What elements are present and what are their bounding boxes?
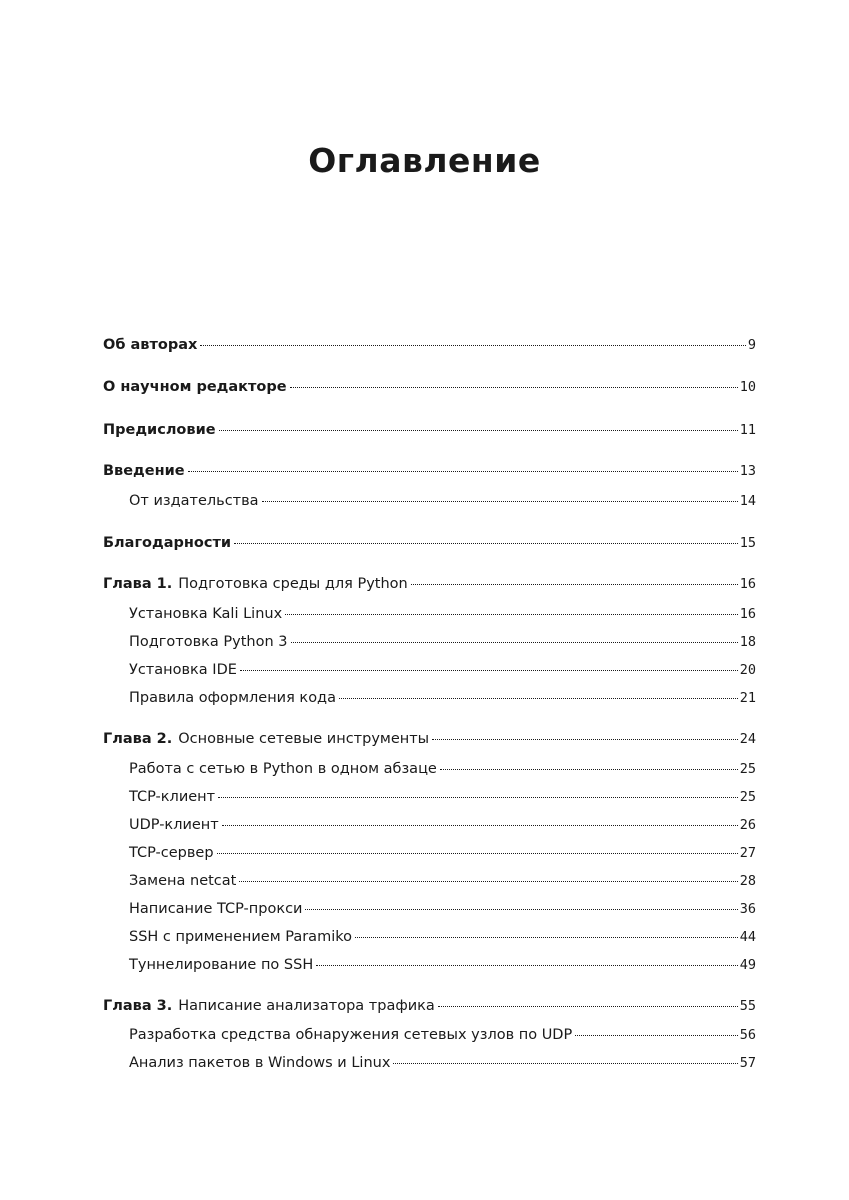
toc-entry[interactable] <box>103 422 756 444</box>
toc-page-number: 49 <box>739 957 756 973</box>
dot-leader <box>440 769 738 770</box>
toc-entry-title: Подготовка среды для Python <box>178 576 408 592</box>
toc-page-number: 21 <box>739 690 756 706</box>
toc-entry[interactable] <box>129 606 756 628</box>
toc-entry-title: Подготовка Python 3 <box>129 634 288 650</box>
toc-entry-title: Работа с сетью в Python в одном абзаце <box>129 761 437 777</box>
dot-leader <box>217 853 738 854</box>
toc-entry-title: Установка Kali Linux <box>129 606 283 622</box>
toc-entry-title: SSH с применением Paramiko <box>129 929 352 945</box>
toc-page-number: 20 <box>739 662 756 678</box>
toc-page-number: 28 <box>739 873 756 889</box>
toc-entry-title: Правила оформления кода <box>129 690 336 706</box>
dot-leader <box>432 739 738 740</box>
dot-leader <box>219 430 738 431</box>
toc-entry-title: Туннелирование по SSH <box>129 957 314 973</box>
dot-leader <box>240 670 738 671</box>
dot-leader <box>290 387 738 388</box>
dot-leader <box>218 797 738 798</box>
toc-entry[interactable] <box>129 817 756 839</box>
toc-entry[interactable] <box>129 929 756 951</box>
toc-entry-title: Анализ пакетов в Windows и Linux <box>129 1055 391 1071</box>
toc-page-number: 26 <box>739 817 756 833</box>
dot-leader <box>239 881 737 882</box>
toc-entry[interactable] <box>103 998 756 1020</box>
chapter-number: Глава 2. <box>103 731 173 747</box>
chapter-number: Глава 1. <box>103 576 173 592</box>
toc-page-number: 10 <box>739 379 756 395</box>
toc-page-number: 15 <box>739 535 756 551</box>
toc-page-number: 57 <box>739 1055 756 1071</box>
dot-leader <box>188 471 738 472</box>
toc-entry-title: Предисловие <box>103 422 216 438</box>
toc-entry[interactable] <box>103 379 756 401</box>
toc-entry-title: Благодарности <box>103 535 232 551</box>
chapter-number: Глава 3. <box>103 998 173 1014</box>
toc-entry[interactable] <box>129 662 756 684</box>
dot-leader <box>316 965 738 966</box>
toc-page-number: 24 <box>739 731 756 747</box>
dot-leader <box>355 937 738 938</box>
toc-entry-title: Разработка средства обнаружения сетевых узлов по UDP <box>129 1027 573 1043</box>
dot-leader <box>339 698 738 699</box>
toc-page-number: 18 <box>739 634 756 650</box>
toc-entry[interactable] <box>103 576 756 598</box>
toc-page-number: 16 <box>739 576 756 592</box>
toc-entry[interactable] <box>129 761 756 783</box>
dot-leader <box>222 825 738 826</box>
dot-leader <box>285 614 738 615</box>
toc-entry-title: Написание TCP-прокси <box>129 901 303 917</box>
toc-entry-title: TCP-клиент <box>129 789 216 805</box>
toc-entry[interactable] <box>129 690 756 712</box>
toc-entry-title: О научном редакторе <box>103 379 287 395</box>
toc-entry[interactable] <box>129 634 756 656</box>
page-title: Оглавление <box>308 141 541 180</box>
dot-leader <box>200 345 746 346</box>
toc-page-number: 27 <box>739 845 756 861</box>
toc-entry-title: Введение <box>103 463 185 479</box>
dot-leader <box>411 584 738 585</box>
toc-entry[interactable] <box>129 901 756 923</box>
toc-page-number: 44 <box>739 929 756 945</box>
toc-entry[interactable] <box>103 337 756 359</box>
dot-leader <box>393 1063 737 1064</box>
toc-entry-title: От издательства <box>129 493 259 509</box>
dot-leader <box>305 909 737 910</box>
toc-entry[interactable] <box>129 845 756 867</box>
toc-entry[interactable] <box>129 873 756 895</box>
dot-leader <box>438 1006 738 1007</box>
toc-entry[interactable] <box>103 463 756 485</box>
toc-entry-title: Установка IDE <box>129 662 237 678</box>
toc-page-number: 55 <box>739 998 756 1014</box>
toc-entry-title: UDP-клиент <box>129 817 219 833</box>
toc-entry[interactable] <box>129 493 756 515</box>
toc-page-number: 36 <box>739 901 756 917</box>
toc-page-number: 13 <box>739 463 756 479</box>
toc-page-number: 9 <box>747 337 756 353</box>
toc-page-number: 14 <box>739 493 756 509</box>
toc-entry[interactable] <box>103 731 756 753</box>
toc-entry-title: TCP-сервер <box>129 845 214 861</box>
toc-entry-title: Написание анализатора трафика <box>178 998 435 1014</box>
toc-entry[interactable] <box>103 535 756 557</box>
toc-entry-title: Об авторах <box>103 337 198 353</box>
toc-page-number: 16 <box>739 606 756 622</box>
dot-leader <box>291 642 738 643</box>
dot-leader <box>575 1035 738 1036</box>
toc-entry[interactable] <box>129 957 756 979</box>
dot-leader <box>234 543 738 544</box>
toc-entry-title: Замена netcat <box>129 873 237 889</box>
toc-entry[interactable] <box>129 789 756 811</box>
dot-leader <box>262 501 738 502</box>
toc-page-number: 11 <box>739 422 756 438</box>
toc-page-number: 25 <box>739 761 756 777</box>
toc-entry[interactable] <box>129 1027 756 1049</box>
toc-entry-title: Основные сетевые инструменты <box>178 731 430 747</box>
toc-page-number: 25 <box>739 789 756 805</box>
toc-page-number: 56 <box>739 1027 756 1043</box>
toc-entry[interactable] <box>129 1055 756 1077</box>
